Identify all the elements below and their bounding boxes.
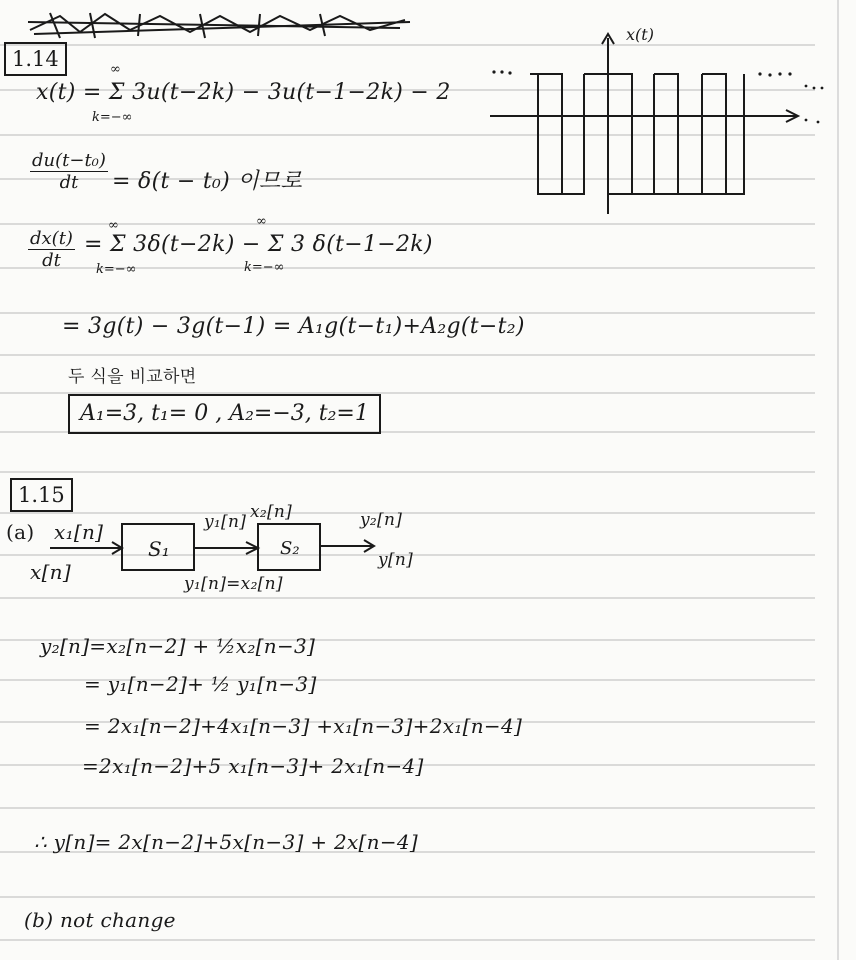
y2-label: y₂[n] [360,510,403,530]
problem-label-1-15: 1.15 [10,478,73,512]
sum-lower-limit: k=−∞ [92,110,133,125]
g-function-line: = 3g(t) − 3g(t−1) = A₁g(t−t₁)+A₂g(t−t₂) [62,314,525,339]
x1-label: x₁[n] [54,520,104,544]
compare-note: 두 식을 비교하면 [68,367,197,387]
x2-label: x₂[n] [250,502,293,522]
y1-label: y₁[n] [204,512,247,532]
x-input-label: x[n] [30,560,71,584]
x-of-t-graph [480,18,836,218]
graph-axis-label: x(t) [626,25,654,44]
sum1-upper-limit: ∞ [108,218,119,233]
answer-box-1-14: A₁=3, t₁= 0 , A₂=−3, t₂=1 [68,394,381,434]
step-derivative-numerator: du(t−t₀) [32,150,106,171]
step-derivative-rhs: = δ(t − t₀) 이므로 [112,169,303,194]
dx-dt-denominator: dt [42,250,61,271]
equation-3: = 2x₁[n−2]+4x₁[n−3] +x₁[n−3]+2x₁[n−4] [84,714,523,738]
part-b-answer: (b) not change [24,908,176,932]
step-derivative-fraction [30,150,108,193]
sum-upper-limit: ∞ [110,62,121,77]
dx-dt-rhs: = Σ 3δ(t−2k) − Σ 3 δ(t−1−2k) [84,232,433,257]
step-derivative-denominator: dt [59,172,79,193]
x-of-t-definition: x(t) = Σ 3u(t−2k) − 3u(t−1−2k) − 2 [36,80,451,105]
problem-label-1-14: 1.14 [4,42,67,76]
sum1-lower-limit: k=−∞ [96,262,137,277]
sum2-lower-limit: k=−∞ [244,260,285,275]
s2-label: S₂ [280,538,300,559]
equation-2: = y₁[n−2]+ ½ y₁[n−3] [84,672,317,696]
equation-4: =2x₁[n−2]+5 x₁[n−3]+ 2x₁[n−4] [82,754,424,778]
crossed-out-heading [20,8,420,42]
sum2-upper-limit: ∞ [256,214,267,229]
y1-equals-x2: y₁[n]=x₂[n] [184,574,283,594]
result-equation: ∴ y[n]= 2x[n−2]+5x[n−3] + 2x[n−4] [34,830,419,854]
y-output-label: y[n] [378,550,414,570]
dx-dt-fraction [28,228,75,271]
dx-dt-numerator: dx(t) [30,228,73,249]
part-a-label: (a) [6,520,35,544]
equation-1: y₂[n]=x₂[n−2] + ½x₂[n−3] [40,634,316,658]
s1-label: S₁ [148,537,170,561]
